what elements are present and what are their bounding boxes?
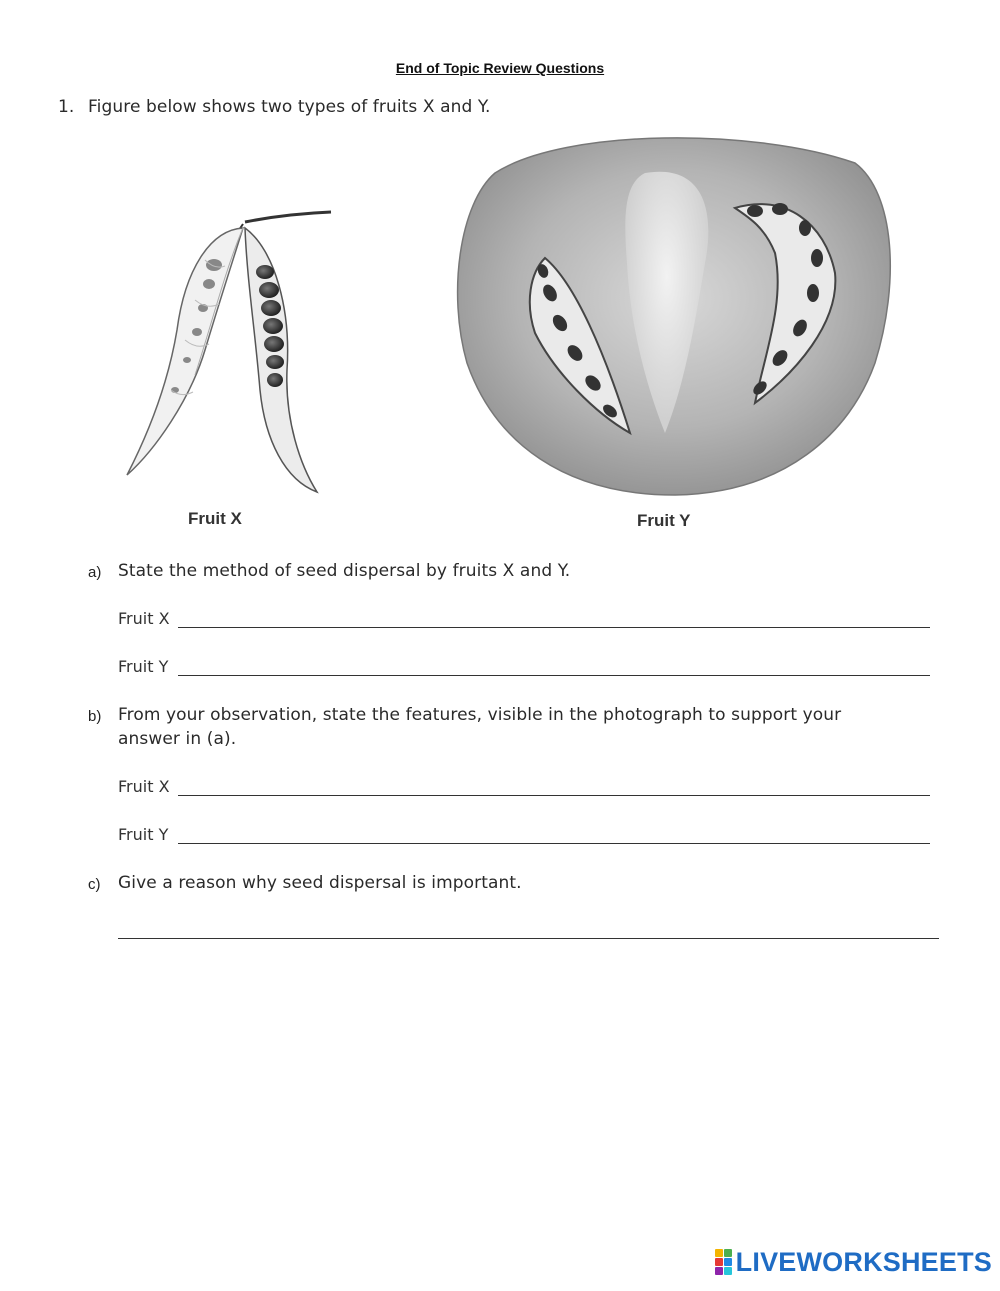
part-c-text: Give a reason why seed dispersal is important. xyxy=(118,873,522,893)
part-a-text: State the method of seed dispersal by fruits X and Y. xyxy=(118,561,571,581)
fruit-y-label: Fruit Y xyxy=(637,511,691,530)
liveworksheets-logo xyxy=(715,1247,992,1277)
fruit-x-image xyxy=(115,200,345,500)
liveworksheets-logo-text: LIVEWORKSHEETS xyxy=(735,1246,992,1277)
part-a-fruit-y-label: Fruit Y xyxy=(118,657,169,676)
part-a-fruit-y-answer-line[interactable] xyxy=(178,675,930,676)
question-number: 1. xyxy=(58,97,75,117)
part-b-text-line1: From your observation, state the features, visible in the photograph to support your xyxy=(118,705,842,725)
fruit-x-label: Fruit X xyxy=(188,509,242,528)
part-a-fruit-x-answer-line[interactable] xyxy=(178,627,930,628)
part-b-fruit-y-answer-line[interactable] xyxy=(178,843,930,844)
part-b-fruit-x-label: Fruit X xyxy=(118,777,170,796)
part-b-label: b) xyxy=(88,708,102,725)
part-b-fruit-y-label: Fruit Y xyxy=(118,825,169,844)
question-text: Figure below shows two types of fruits X and Y. xyxy=(88,97,491,117)
part-b-fruit-x-answer-line[interactable] xyxy=(178,795,930,796)
liveworksheets-logo-icon xyxy=(715,1249,732,1275)
part-b-text-line2: answer in (a). xyxy=(118,729,237,749)
part-a-label: a) xyxy=(88,564,102,581)
part-a-fruit-x-label: Fruit X xyxy=(118,609,170,628)
fruit-y-image xyxy=(455,133,900,503)
worksheet-title: End of Topic Review Questions xyxy=(395,60,605,76)
part-c-answer-line[interactable] xyxy=(118,938,939,939)
part-c-label: c) xyxy=(88,876,101,893)
